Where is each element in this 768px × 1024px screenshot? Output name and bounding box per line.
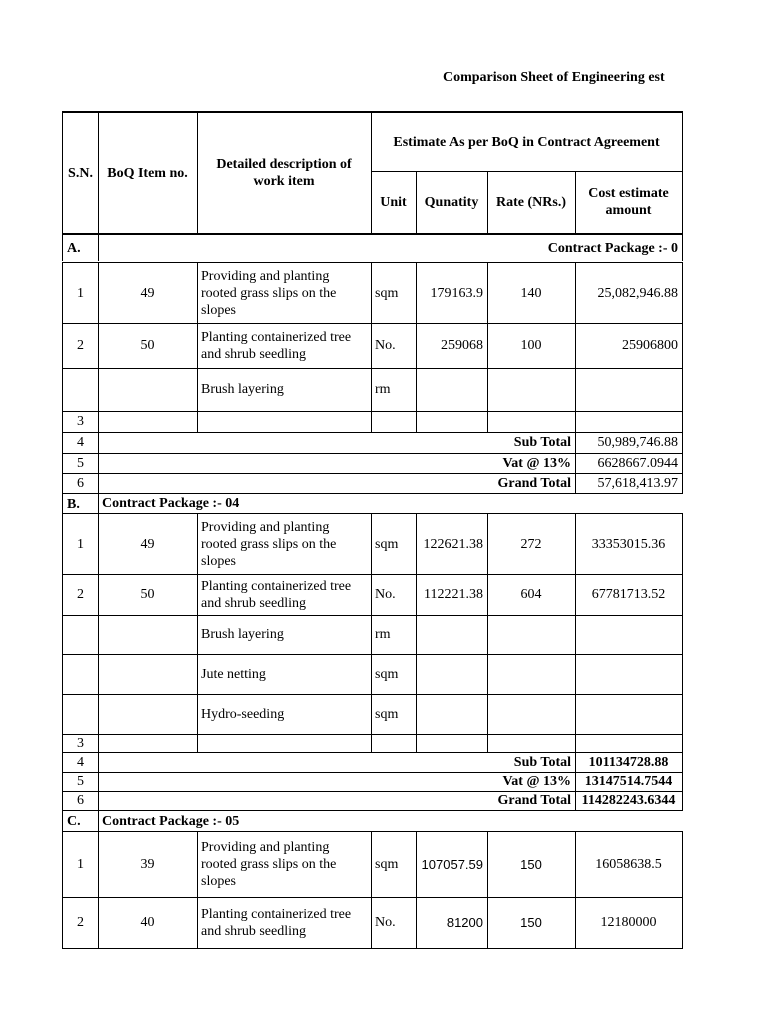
header-sn: S.N.: [62, 111, 99, 235]
item-unit: No.: [371, 323, 417, 369]
item-boq-no: [98, 694, 198, 735]
item-amount: 25906800: [575, 323, 683, 369]
header-rate: Rate (NRs.): [487, 171, 576, 235]
item-boq-no: [98, 615, 198, 655]
total-row-sn: 4: [62, 432, 99, 454]
section-letter: B.: [62, 493, 99, 514]
item-rate: 604: [487, 574, 576, 616]
item-sn: 1: [62, 831, 99, 898]
item-unit: rm: [371, 615, 417, 655]
item-sn: 1: [62, 262, 99, 324]
total-row-sn: 6: [62, 473, 99, 494]
header-quantity: Qunatity: [416, 171, 488, 235]
item-unit: rm: [371, 368, 417, 412]
item-amount: [575, 615, 683, 655]
contract-package-label: Contract Package :- 05: [102, 813, 240, 829]
item-description: Brush layering: [197, 368, 372, 412]
item-boq-no: 49: [98, 262, 198, 324]
total-label: Sub Total: [98, 752, 576, 773]
item-sn: [62, 694, 99, 735]
header-unit: Unit: [371, 171, 417, 235]
item-description: Hydro-seeding: [197, 694, 372, 735]
item-quantity: 107057.59: [416, 831, 488, 898]
header-description: Detailed description of work item: [197, 111, 372, 235]
item-rate: 140: [487, 262, 576, 324]
total-value: 114282243.6344: [575, 791, 683, 811]
item-boq-no: 40: [98, 897, 198, 949]
empty-cell: [487, 734, 576, 753]
item-unit: sqm: [371, 262, 417, 324]
total-label: Grand Total: [98, 791, 576, 811]
item-rate: [487, 694, 576, 735]
item-quantity: [416, 368, 488, 412]
item-rate: 150: [487, 831, 576, 898]
empty-cell: [575, 734, 683, 753]
empty-cell: [197, 411, 372, 433]
section-letter: A.: [62, 235, 99, 261]
item-boq-no: 49: [98, 513, 198, 575]
total-value: 6628667.0944: [575, 453, 683, 474]
item-quantity: 122621.38: [416, 513, 488, 575]
total-value: 101134728.88: [575, 752, 683, 773]
item-description: Providing and planting rooted grass slips on the slopes: [197, 831, 372, 898]
item-sn: 2: [62, 897, 99, 949]
total-label: Vat @ 13%: [98, 453, 576, 474]
item-sn: 2: [62, 574, 99, 616]
item-description: Brush layering: [197, 615, 372, 655]
item-quantity: [416, 615, 488, 655]
item-rate: [487, 654, 576, 695]
item-unit: No.: [371, 897, 417, 949]
item-unit: sqm: [371, 654, 417, 695]
total-label: Grand Total: [98, 473, 576, 494]
empty-cell: [98, 734, 198, 753]
empty-cell: [575, 411, 683, 433]
item-amount: 33353015.36: [575, 513, 683, 575]
empty-cell: [371, 734, 417, 753]
item-boq-no: 50: [98, 574, 198, 616]
empty-cell: [98, 411, 198, 433]
item-description: Planting containerized tree and shrub seedling: [197, 574, 372, 616]
item-unit: sqm: [371, 694, 417, 735]
item-description: Providing and planting rooted grass slips on the slopes: [197, 262, 372, 324]
item-amount: [575, 694, 683, 735]
item-description: Jute netting: [197, 654, 372, 695]
item-quantity: 112221.38: [416, 574, 488, 616]
item-quantity: [416, 694, 488, 735]
item-rate: 100: [487, 323, 576, 369]
item-description: Planting containerized tree and shrub seedling: [197, 897, 372, 949]
item-amount: [575, 368, 683, 412]
total-row-sn: 6: [62, 791, 99, 811]
empty-cell: [197, 734, 372, 753]
sheet-title: Comparison Sheet of Engineering est: [443, 70, 665, 85]
item-quantity: [416, 654, 488, 695]
empty-cell: [416, 734, 488, 753]
empty-cell: [371, 411, 417, 433]
total-row-sn: 4: [62, 752, 99, 773]
item-boq-no: [98, 654, 198, 695]
total-value: 13147514.7544: [575, 772, 683, 792]
item-rate: [487, 368, 576, 412]
header-cost-estimate: Cost estimate amount: [575, 171, 683, 235]
total-value: 50,989,746.88: [575, 432, 683, 454]
item-unit: No.: [371, 574, 417, 616]
item-quantity: 259068: [416, 323, 488, 369]
total-row-sn: 5: [62, 772, 99, 792]
empty-cell: [416, 411, 488, 433]
item-unit: sqm: [371, 831, 417, 898]
item-amount: 67781713.52: [575, 574, 683, 616]
header-boq-item-no: BoQ Item no.: [98, 111, 198, 235]
item-description: Providing and planting rooted grass slips on the slopes: [197, 513, 372, 575]
total-value: 57,618,413.97: [575, 473, 683, 494]
empty-cell: [487, 411, 576, 433]
header-estimate-group: Estimate As per BoQ in Contract Agreement: [371, 111, 683, 172]
item-rate: [487, 615, 576, 655]
item-sn: [62, 615, 99, 655]
item-sn: [62, 654, 99, 695]
section-letter: C.: [62, 810, 99, 832]
comparison-table: [62, 110, 683, 1024]
row-sn: 3: [62, 734, 99, 753]
item-boq-no: 39: [98, 831, 198, 898]
item-quantity: 81200: [416, 897, 488, 949]
contract-package-label: Contract Package :- 0: [98, 235, 683, 261]
row-sn: 3: [62, 411, 99, 433]
item-amount: [575, 654, 683, 695]
item-rate: 150: [487, 897, 576, 949]
total-label: Sub Total: [98, 432, 576, 454]
total-row-sn: 5: [62, 453, 99, 474]
item-quantity: 179163.9: [416, 262, 488, 324]
item-description: Planting containerized tree and shrub seedling: [197, 323, 372, 369]
item-sn: 1: [62, 513, 99, 575]
item-boq-no: 50: [98, 323, 198, 369]
item-amount: 12180000: [575, 897, 683, 949]
item-sn: 2: [62, 323, 99, 369]
contract-package-label: Contract Package :- 04: [102, 496, 240, 511]
item-unit: sqm: [371, 513, 417, 575]
total-label: Vat @ 13%: [98, 772, 576, 792]
item-boq-no: [98, 368, 198, 412]
item-rate: 272: [487, 513, 576, 575]
item-amount: 16058638.5: [575, 831, 683, 898]
item-amount: 25,082,946.88: [575, 262, 683, 324]
item-sn: [62, 368, 99, 412]
